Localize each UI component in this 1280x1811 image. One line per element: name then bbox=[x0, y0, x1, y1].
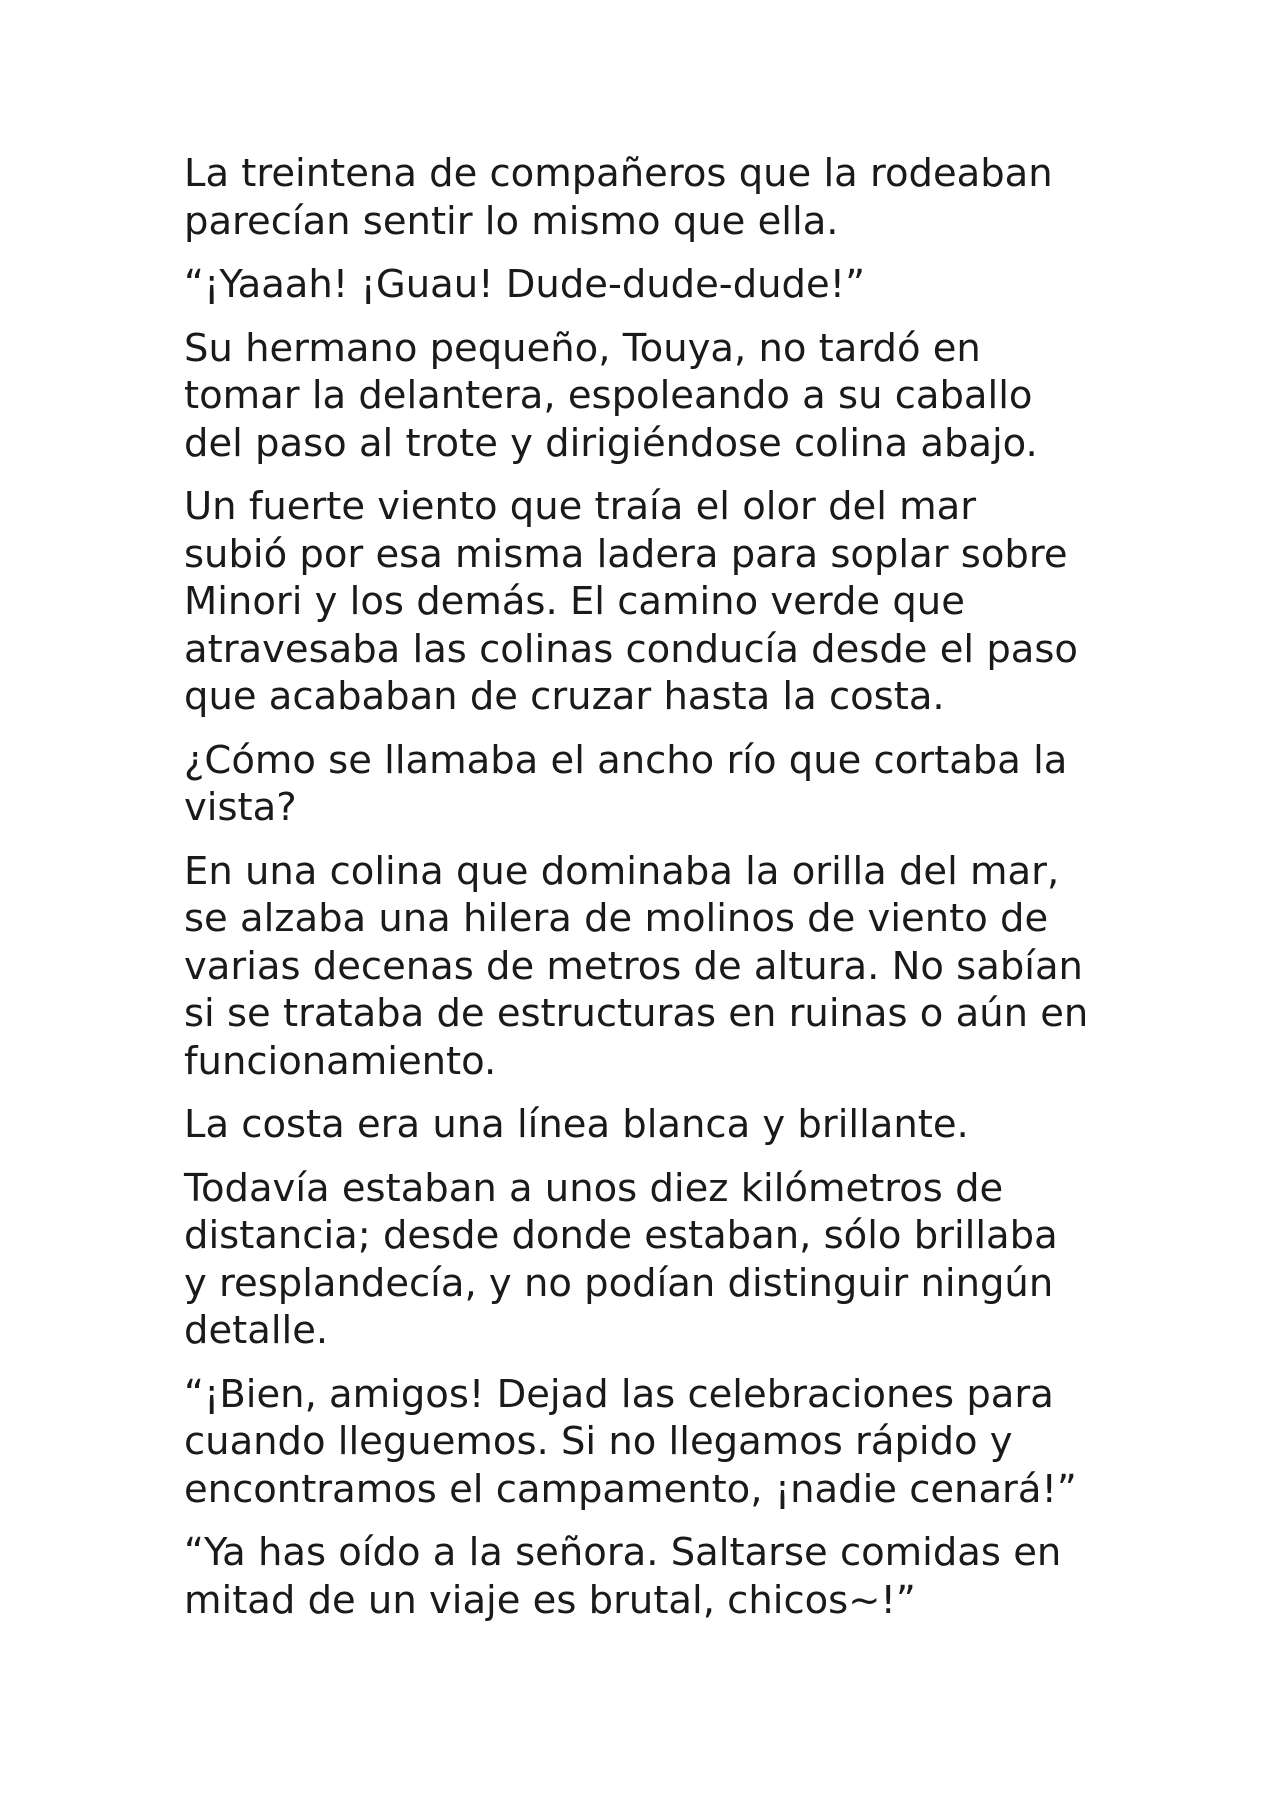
text-line: subió por esa misma ladera para soplar sobre bbox=[184, 531, 1068, 577]
paragraph-2 bbox=[184, 261, 1124, 309]
paragraph-7 bbox=[184, 1101, 1124, 1149]
text-line: Minori y los demás. El camino verde que bbox=[184, 579, 965, 624]
paragraph-10 bbox=[184, 1529, 1124, 1624]
paragraph-3 bbox=[184, 325, 1124, 468]
text-line: se alzaba una hilera de molinos de viento de bbox=[184, 896, 1049, 941]
text-line: del paso al trote y dirigiéndose colina abajo. bbox=[184, 420, 1038, 466]
text-line: “¡Yaaah! ¡Guau! Dude-dude-dude!” bbox=[184, 262, 866, 307]
paragraph-6 bbox=[184, 848, 1124, 1086]
text-line: si se trataba de estructuras en ruinas o aún en bbox=[184, 991, 1089, 1036]
paragraph-8 bbox=[184, 1165, 1124, 1355]
text-line: distancia; desde donde estaban, sólo brillaba bbox=[184, 1213, 1058, 1258]
text-line: tomar la delantera, espoleando a su caballo bbox=[184, 373, 1033, 418]
paragraph-5 bbox=[184, 737, 1124, 832]
text-line: La treintena de compañeros que la rodeaban bbox=[184, 151, 1053, 196]
text-line: y resplandecía, y no podían distinguir ningún bbox=[184, 1260, 1054, 1306]
text-line: “¡Bien, amigos! Dejad las celebraciones para bbox=[184, 1371, 1054, 1417]
text-line: que acababan de cruzar hasta la costa. bbox=[184, 674, 945, 719]
text-line: ¿Cómo se llamaba el ancho río que cortaba la bbox=[184, 737, 1068, 783]
text-line: atravesaba las colinas conducía desde el paso bbox=[184, 626, 1078, 672]
paragraph-9 bbox=[184, 1371, 1124, 1514]
text-line: La costa era una línea blanca y brillante. bbox=[184, 1102, 969, 1147]
text-line: Todavía estaban a unos diez kilómetros de bbox=[184, 1165, 1004, 1211]
text-line: vista? bbox=[184, 785, 297, 830]
text-line: encontramos el campamento, ¡nadie cenará!” bbox=[184, 1466, 1077, 1512]
text-line: funcionamiento. bbox=[184, 1038, 497, 1084]
text-line: detalle. bbox=[184, 1308, 329, 1353]
paragraph-1 bbox=[184, 150, 1124, 245]
text-line: parecían sentir lo mismo que ella. bbox=[184, 198, 839, 244]
text-line: mitad de un viaje es brutal, chicos~!” bbox=[184, 1577, 916, 1623]
text-line: “Ya has oído a la señora. Saltarse comidas en bbox=[184, 1530, 1062, 1575]
text-line: cuando lleguemos. Si no llegamos rápido y bbox=[184, 1419, 1013, 1464]
document-page bbox=[184, 150, 1124, 1640]
text-line: En una colina que dominaba la orilla del mar, bbox=[184, 848, 1060, 894]
text-line: Un fuerte viento que traía el olor del mar bbox=[184, 484, 977, 529]
text-line: varias decenas de metros de altura. No sabían bbox=[184, 943, 1083, 989]
paragraph-4 bbox=[184, 483, 1124, 721]
text-line: Su hermano pequeño, Touya, no tardó en bbox=[184, 325, 981, 371]
